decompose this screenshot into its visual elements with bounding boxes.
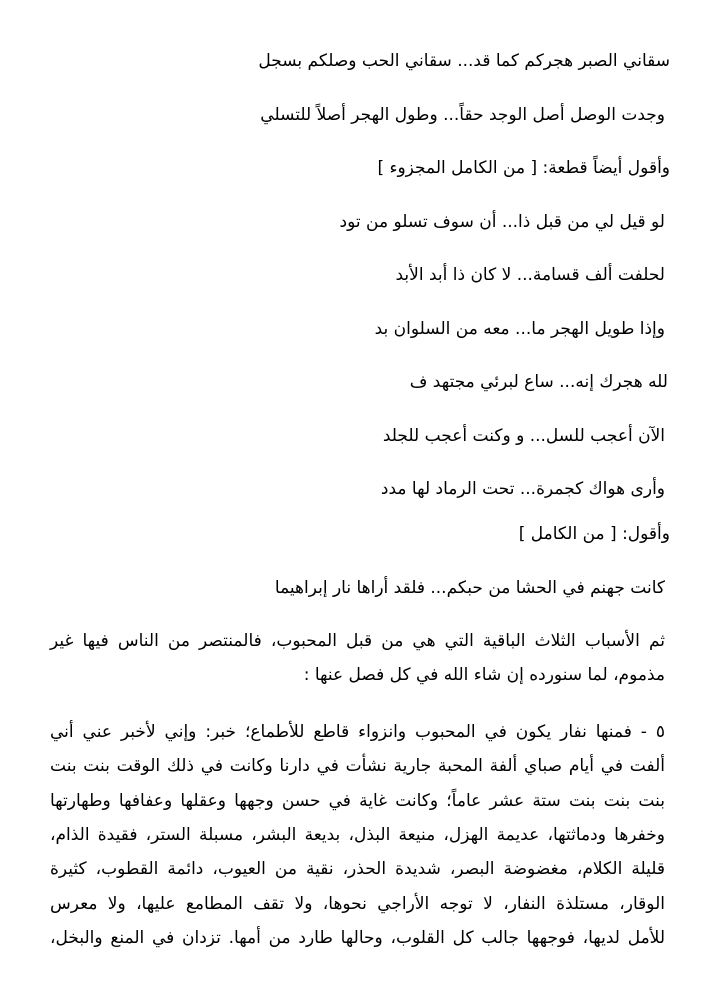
paragraph-2-line-2: ألفت في أيام صباي ألفة المحبة جارية نشأت في دارنا وكانت في ذلك الوقت بنت بنت (50, 756, 665, 776)
verse-line-2: وجدت الوصل أصل الوجد حقاً... وطول الهجر أصلاً للتسلي (260, 105, 665, 125)
verse-line-5: لحلفت ألف قسامة... لا كان ذا أبد الأبد (395, 265, 665, 285)
verse-line-6: وإذا طويل الهجر ما... معه من السلوان بد (374, 319, 665, 339)
paragraph-2-line-6: الوقار، مستلذة النفار، لا توجه الأراجي نحوها، ولا تقف المطامع عليها، ولا معرس (50, 894, 665, 914)
paragraph-1-line-2: مذموم، لما سنورده إن شاء الله في كل فصل عنها : (303, 665, 665, 685)
paragraph-1-line-1: ثم الأسباب الثلاث الباقية التي هي من قبل المحبوب، فالمنتصر من الناس فيها غير (50, 631, 665, 651)
paragraph-2-line-7: للأمل لديها، فوجهها جالب كل القلوب، وحالها طارد من أمها. تزدان في المنع والبخل، (50, 928, 665, 948)
verse-line-4: لو قيل لي من قبل ذا... أن سوف تسلو من تود (339, 212, 665, 232)
verse-line-10: وأقول: [ من الكامل ] (518, 524, 670, 544)
verse-line-8: الآن أعجب للسل... و وكنت أعجب للجلد (382, 426, 665, 446)
paragraph-2-line-4: وخفرها ودماثتها، عديمة الهزل، منيعة البذل، بديعة البشر، مسبلة الستر، فقيدة الذام، (50, 825, 665, 845)
paragraph-2-line-5: قليلة الكلام، مغضوضة البصر، شديدة الحذر، نقية من العيوب، دائمة القطوب، كثيرة (50, 859, 665, 879)
paragraph-2-line-3: بنت بنت بنت ستة عشر عاماً؛ وكانت غاية في حسن وجهها وعقلها وعفافها وطهارتها (50, 791, 665, 811)
verse-line-3: وأقول أيضاً قطعة: [ من الكامل المجزوء ] (377, 158, 670, 178)
verse-line-11: كانت جهنم في الحشا من حبكم... فلقد أراها نار إبراهيما (274, 578, 665, 598)
verse-line-9: وأرى هواك كجمرة... تحت الرماد لها مدد (380, 479, 665, 499)
paragraph-2-line-1: ٥ - فمنها نفار يكون في المحبوب وانزواء قاطع للأطماع؛ خبر: وإني لأخبر عني أني (50, 722, 665, 742)
verse-line-7: لله هجرك إنه... ساع لبرئي مجتهد ف (409, 372, 668, 392)
verse-line-1: سقاني الصبر هجركم كما قد... سقاني الحب وصلكم بسجل (258, 51, 670, 71)
